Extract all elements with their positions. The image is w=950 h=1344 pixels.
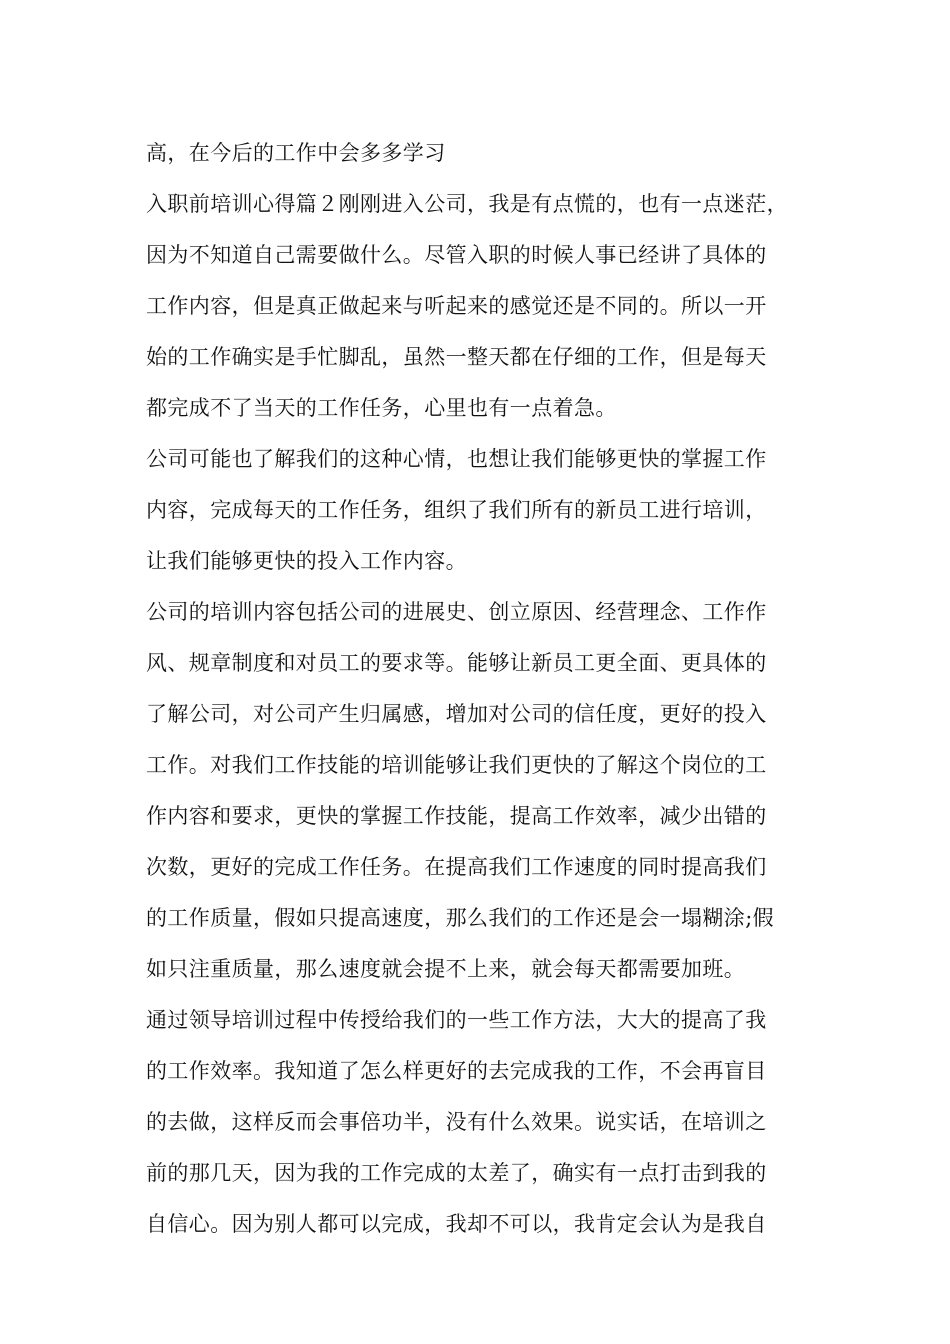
text-line: 工作内容，但是真正做起来与听起来的感觉还是不同的。所以一开 [146,294,767,318]
text-line: 了解公司，对公司产生归属感，增加对公司的信任度，更好的投入 [146,702,767,726]
text-line: 让我们能够更快的投入工作内容。 [146,549,467,573]
document-body [146,128,846,1250]
text-line: 如只注重质量，那么速度就会提不上来，就会每天都需要加班。 [146,957,746,981]
text-line: 前的那几天，因为我的工作完成的太差了，确实有一点打击到我的 [146,1161,767,1185]
text-line: 公司的培训内容包括公司的进展史、创立原因、经营理念、工作作 [146,600,767,624]
text-line: 高，在今后的工作中会多多学习 [146,141,446,165]
text-line: 作内容和要求，更快的掌握工作技能，提高工作效率，减少出错的 [146,804,767,828]
text-line: 自信心。因为别人都可以完成，我却不可以，我肯定会认为是我自 [146,1212,767,1236]
text-line: 风、规章制度和对员工的要求等。能够让新员工更全面、更具体的 [146,651,767,675]
text-line: 都完成不了当天的工作任务，心里也有一点着急。 [146,396,617,420]
text-line: 内容，完成每天的工作任务，组织了我们所有的新员工进行培训， [146,498,767,522]
text-line: 公司可能也了解我们的这种心情，也想让我们能够更快的掌握工作 [146,447,767,471]
text-line: 的工作效率。我知道了怎么样更好的去完成我的工作，不会再盲目 [146,1059,767,1083]
text-line: 始的工作确实是手忙脚乱，虽然一整天都在仔细的工作，但是每天 [146,345,767,369]
text-line: 通过领导培训过程中传授给我们的一些工作方法，大大的提高了我 [146,1008,767,1032]
text-line: 的工作质量，假如只提高速度，那么我们的工作还是会一塌糊涂;假 [146,906,775,930]
text-line: 入职前培训心得篇２刚刚进入公司，我是有点慌的，也有一点迷茫， [146,192,788,216]
text-line: 因为不知道自己需要做什么。尽管入职的时候人事已经讲了具体的 [146,243,767,267]
text-line: 工作。对我们工作技能的培训能够让我们更快的了解这个岗位的工 [146,753,767,777]
text-line: 次数，更好的完成工作任务。在提高我们工作速度的同时提高我们 [146,855,767,879]
text-line: 的去做，这样反而会事倍功半，没有什么效果。说实话，在培训之 [146,1110,767,1134]
